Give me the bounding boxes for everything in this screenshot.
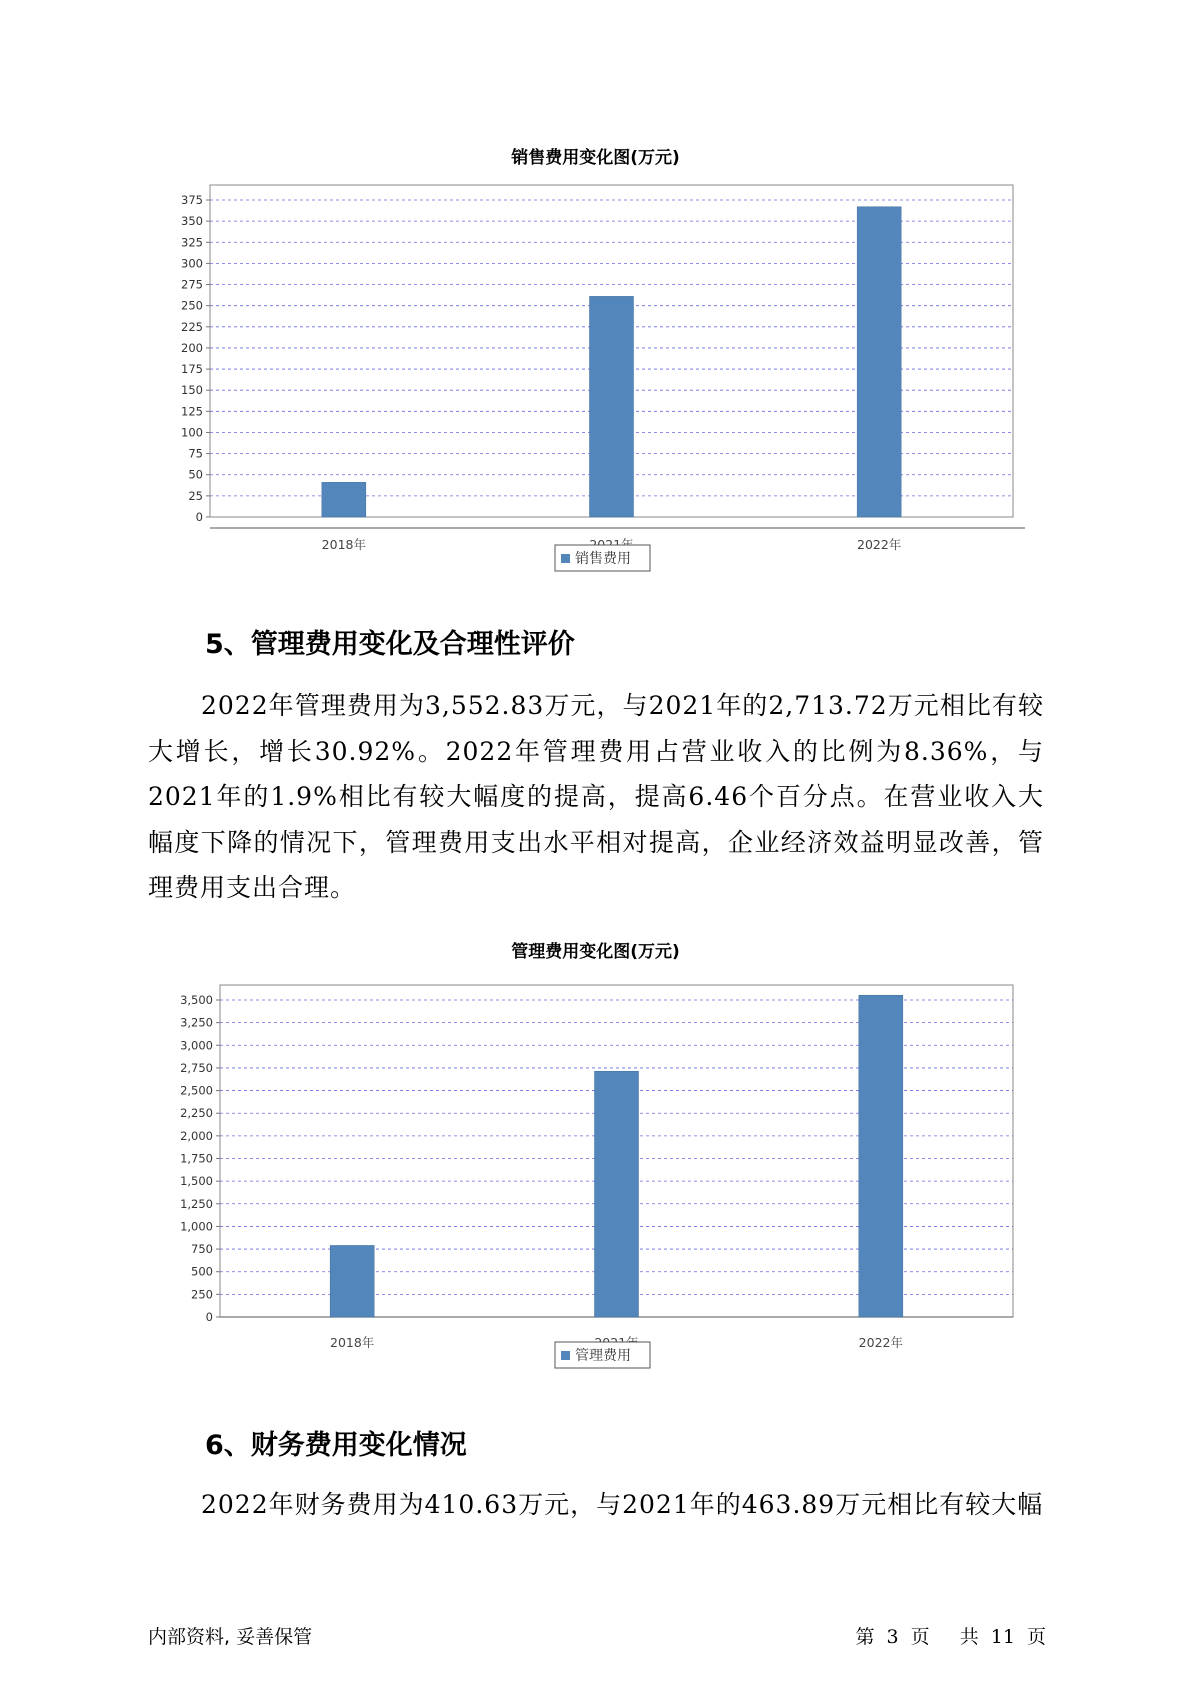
bar: [322, 482, 366, 517]
total-label-suffix: 页: [1026, 1626, 1046, 1648]
y-tick-label: 50: [188, 467, 203, 482]
y-tick-label: 750: [191, 1242, 213, 1257]
y-tick-label: 2,000: [180, 1128, 213, 1143]
legend-label: 管理费用: [575, 1348, 631, 1364]
bar: [590, 296, 634, 517]
y-tick-label: 250: [191, 1287, 213, 1302]
current-page: 3: [886, 1626, 899, 1648]
y-tick-label: 0: [205, 1310, 213, 1324]
x-tick-label: 2022年: [857, 537, 902, 552]
total-label-prefix: 共: [959, 1626, 979, 1648]
section-6-paragraph: 2022年财务费用为410.63万元，与2021年的463.89万元相比有较大幅: [201, 1490, 1044, 1519]
sales-expense-chart: [0, 160, 1191, 600]
y-tick-label: 1,500: [180, 1174, 213, 1189]
y-tick-label: 125: [181, 404, 203, 419]
bar: [330, 1245, 374, 1317]
chart-title-admin: 管理费用变化图(万元): [511, 942, 680, 962]
y-tick-label: 75: [188, 446, 203, 461]
y-tick-label: 325: [181, 235, 203, 250]
y-tick-label: 300: [181, 256, 203, 271]
y-tick-label: 200: [181, 340, 203, 355]
y-tick-label: 3,500: [180, 993, 213, 1007]
y-tick-label: 175: [181, 362, 203, 377]
x-tick-label: 2022年: [858, 1335, 903, 1350]
y-tick-label: 2,250: [180, 1106, 213, 1121]
bar: [595, 1071, 639, 1317]
y-tick-label: 500: [191, 1264, 213, 1279]
y-tick-label: 1,750: [180, 1151, 213, 1166]
y-tick-label: 3,000: [180, 1038, 213, 1053]
y-tick-label: 375: [181, 193, 203, 207]
y-tick-label: 2,500: [180, 1083, 213, 1098]
total-pages: 11: [990, 1626, 1015, 1648]
y-tick-label: 1,000: [180, 1219, 213, 1234]
y-tick-label: 275: [181, 277, 203, 292]
section-5-paragraph: 2022年管理费用为3,552.83万元，与2021年的2,713.72万元相比有较大增长，增长30.92%。2022年管理费用占营业收入的比例为8.36%，与2021年的1.9%相比有较大幅度的提高，提高6.46个百分点。在营业收入大幅度下降的情况下，管理费用支出水平相对提高，企业经济效益明显改善，管理费用支出合理。: [148, 691, 1044, 902]
legend-swatch: [561, 554, 570, 563]
y-tick-label: 1,250: [180, 1196, 213, 1211]
y-tick-label: 250: [181, 298, 203, 313]
y-tick-label: 100: [181, 425, 203, 440]
legend: [555, 545, 650, 571]
y-tick-label: 225: [181, 319, 203, 334]
admin-expense-chart: [0, 955, 1191, 1395]
y-tick-label: 2,750: [180, 1060, 213, 1075]
chart-title-sales: 销售费用变化图(万元): [511, 148, 680, 168]
section-6-heading: 6、财务费用变化情况: [205, 1430, 467, 1461]
footer-page-number: [850, 1622, 1052, 1649]
x-tick-label: 2018年: [321, 537, 366, 552]
bar: [859, 995, 903, 1317]
legend-swatch: [561, 1351, 570, 1360]
y-tick-label: 25: [188, 488, 203, 503]
page-label-prefix: 第: [855, 1626, 875, 1648]
section-5-heading: 5、管理费用变化及合理性评价: [205, 629, 575, 660]
y-tick-label: 150: [181, 383, 203, 398]
legend-label: 销售费用: [575, 551, 631, 567]
page-label-suffix: 页: [910, 1626, 930, 1648]
footer-confidential-note: 内部资料, 妥善保管: [148, 1626, 313, 1648]
legend: [555, 1342, 650, 1368]
bar: [857, 207, 901, 517]
y-tick-label: 3,250: [180, 1015, 213, 1030]
y-tick-label: 0: [195, 510, 203, 524]
x-tick-label: 2018年: [330, 1335, 375, 1350]
y-tick-label: 350: [181, 214, 203, 229]
